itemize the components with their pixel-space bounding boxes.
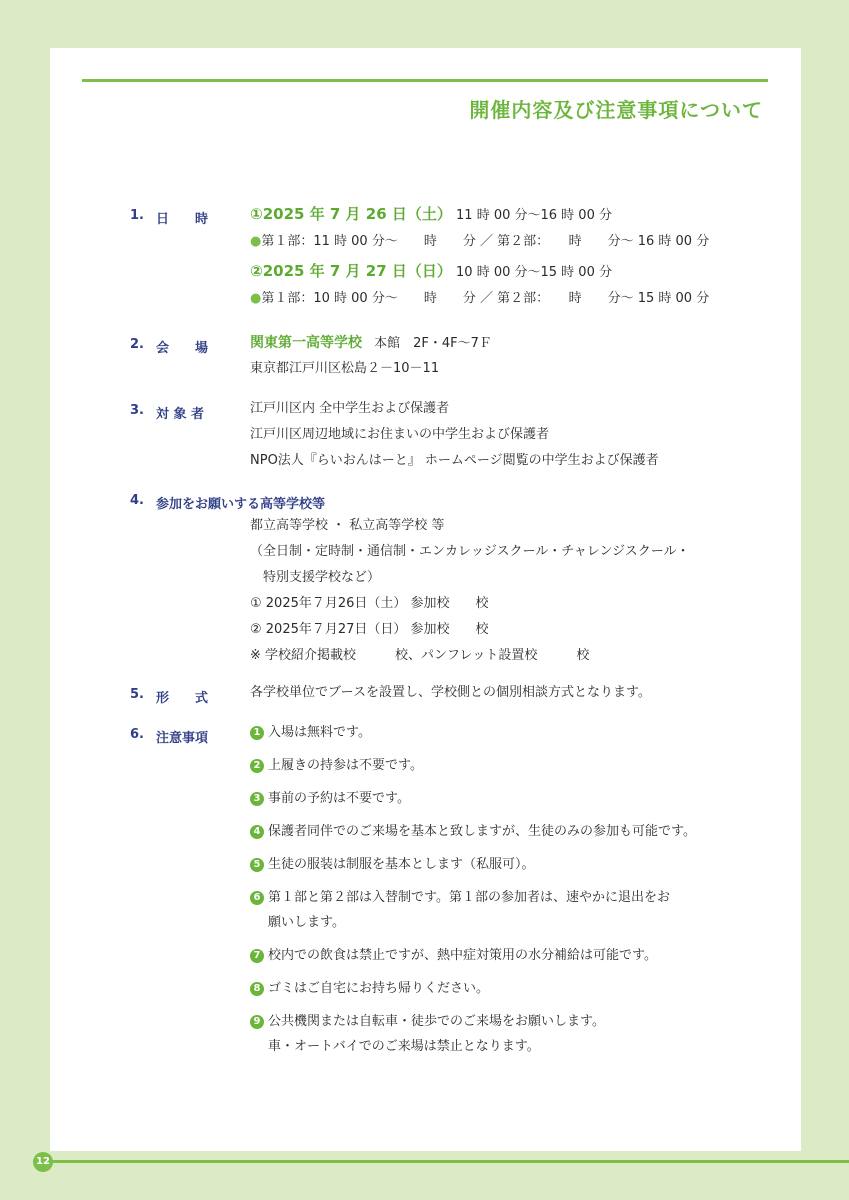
school-line: ① 2025年７月26日（土） 参加校 校: [250, 596, 489, 611]
notice-text: 第１部と第２部は入替制です。第１部の参加者は、速やかに退出をお: [268, 890, 670, 905]
number-badge-icon: 8: [250, 982, 264, 996]
page-number: 12: [33, 1152, 53, 1172]
notice-text: 入場は無料です。: [268, 725, 371, 740]
day2-time: 10 時 00 分〜15 時 00 分: [456, 265, 612, 280]
notice-item: [250, 1009, 605, 1035]
target-line: 江戸川区内 全中学生および保護者: [250, 401, 450, 416]
number-badge-icon: 6: [250, 891, 264, 905]
bullet-icon: ●: [250, 291, 262, 306]
section-2-label: 会 場: [156, 341, 209, 356]
top-divider: [82, 79, 768, 82]
section-4-label: 参加をお願いする高等学校等: [156, 497, 326, 512]
section-1-number: 1.: [130, 208, 144, 223]
day2-parts-text: 第１部：10 時 00 分〜 時 分 ／ 第２部： 時 分〜 15 時 00 分: [261, 291, 710, 306]
venue-line: [250, 330, 492, 357]
day1-line: [250, 201, 612, 229]
notice-item: [250, 852, 535, 878]
notice-item: [250, 753, 423, 779]
day2-parts: [250, 286, 709, 312]
notice-text: 校内での飲食は禁止ですが、熱中症対策用の水分補給は可能です。: [268, 948, 657, 963]
number-badge-icon: 4: [250, 825, 264, 839]
bullet-icon: ●: [250, 234, 262, 249]
notice-text: 生徒の服装は制服を基本とします（私服可）。: [268, 857, 535, 872]
bottom-divider: [50, 1160, 849, 1163]
notice-text: 公共機関または自転車・徒歩でのご来場をお願いします。: [268, 1014, 605, 1029]
section-3-label: 対 象 者: [156, 407, 205, 422]
day1-parts-text: 第１部：11 時 00 分〜 時 分 ／ 第２部： 時 分〜 16 時 00 分: [261, 234, 710, 249]
section-2-number: 2.: [130, 337, 144, 352]
notice-item: [250, 976, 489, 1002]
school-line: 都立高等学校 ・ 私立高等学校 等: [250, 518, 445, 533]
number-badge-icon: 1: [250, 726, 264, 740]
number-badge-icon: 3: [250, 792, 264, 806]
section-3-number: 3.: [130, 403, 144, 418]
section-5-number: 5.: [130, 687, 144, 702]
venue-detail: 本館 2F・4F〜7Ｆ: [374, 336, 492, 351]
page-title: 開催内容及び注意事項について: [469, 98, 763, 122]
school-line: 特別支援学校など）: [250, 570, 381, 585]
notice-item: [250, 786, 410, 812]
number-badge-icon: 9: [250, 1015, 264, 1029]
target-line: 江戸川区周辺地域にお住まいの中学生および保護者: [250, 427, 550, 442]
notice-item: [250, 819, 696, 845]
target-line: NPO法人『らいおんはーと』 ホームページ閲覧の中学生および保護者: [250, 453, 659, 468]
day2-line: [250, 258, 612, 286]
school-line: ② 2025年７月27日（日） 参加校 校: [250, 622, 489, 637]
section-1-label: 日 時: [156, 212, 209, 227]
section-5-label: 形 式: [156, 691, 209, 706]
number-badge-icon: 7: [250, 949, 264, 963]
notice-text: 事前の予約は不要です。: [268, 791, 410, 806]
number-badge-icon: 2: [250, 759, 264, 773]
notice-continuation: 願いします。: [268, 915, 345, 930]
notice-continuation: 車・オートバイでのご来場は禁止となります。: [268, 1039, 540, 1054]
day1-time: 11 時 00 分〜16 時 00 分: [456, 208, 612, 223]
notice-item: [250, 943, 657, 969]
venue-address: 東京都江戸川区松島２－10－11: [250, 361, 440, 376]
school-line: ※ 学校紹介掲載校 校、パンフレット設置校 校: [250, 648, 590, 663]
day1-date: ①2025 年 7 月 26 日（土）: [250, 205, 452, 223]
section-6-number: 6.: [130, 727, 144, 742]
day2-date: ②2025 年 7 月 27 日（日）: [250, 262, 452, 280]
notice-item: [250, 885, 670, 911]
venue-name: 関東第一高等学校: [250, 335, 362, 351]
day1-parts: [250, 229, 709, 255]
notice-text: 保護者同伴でのご来場を基本と致しますが、生徒のみの参加も可能です。: [268, 824, 696, 839]
number-badge-icon: 5: [250, 858, 264, 872]
section-4-number: 4.: [130, 493, 144, 508]
notice-text: ゴミはご自宅にお持ち帰りください。: [268, 981, 490, 996]
notice-item: [250, 720, 371, 746]
section-6-label: 注意事項: [156, 731, 209, 746]
format-text: 各学校単位でブースを設置し、学校側との個別相談方式となります。: [250, 685, 651, 700]
school-line: （全日制・定時制・通信制・エンカレッジスクール・チャレンジスクール・: [250, 544, 690, 559]
notice-text: 上履きの持参は不要です。: [268, 758, 423, 773]
